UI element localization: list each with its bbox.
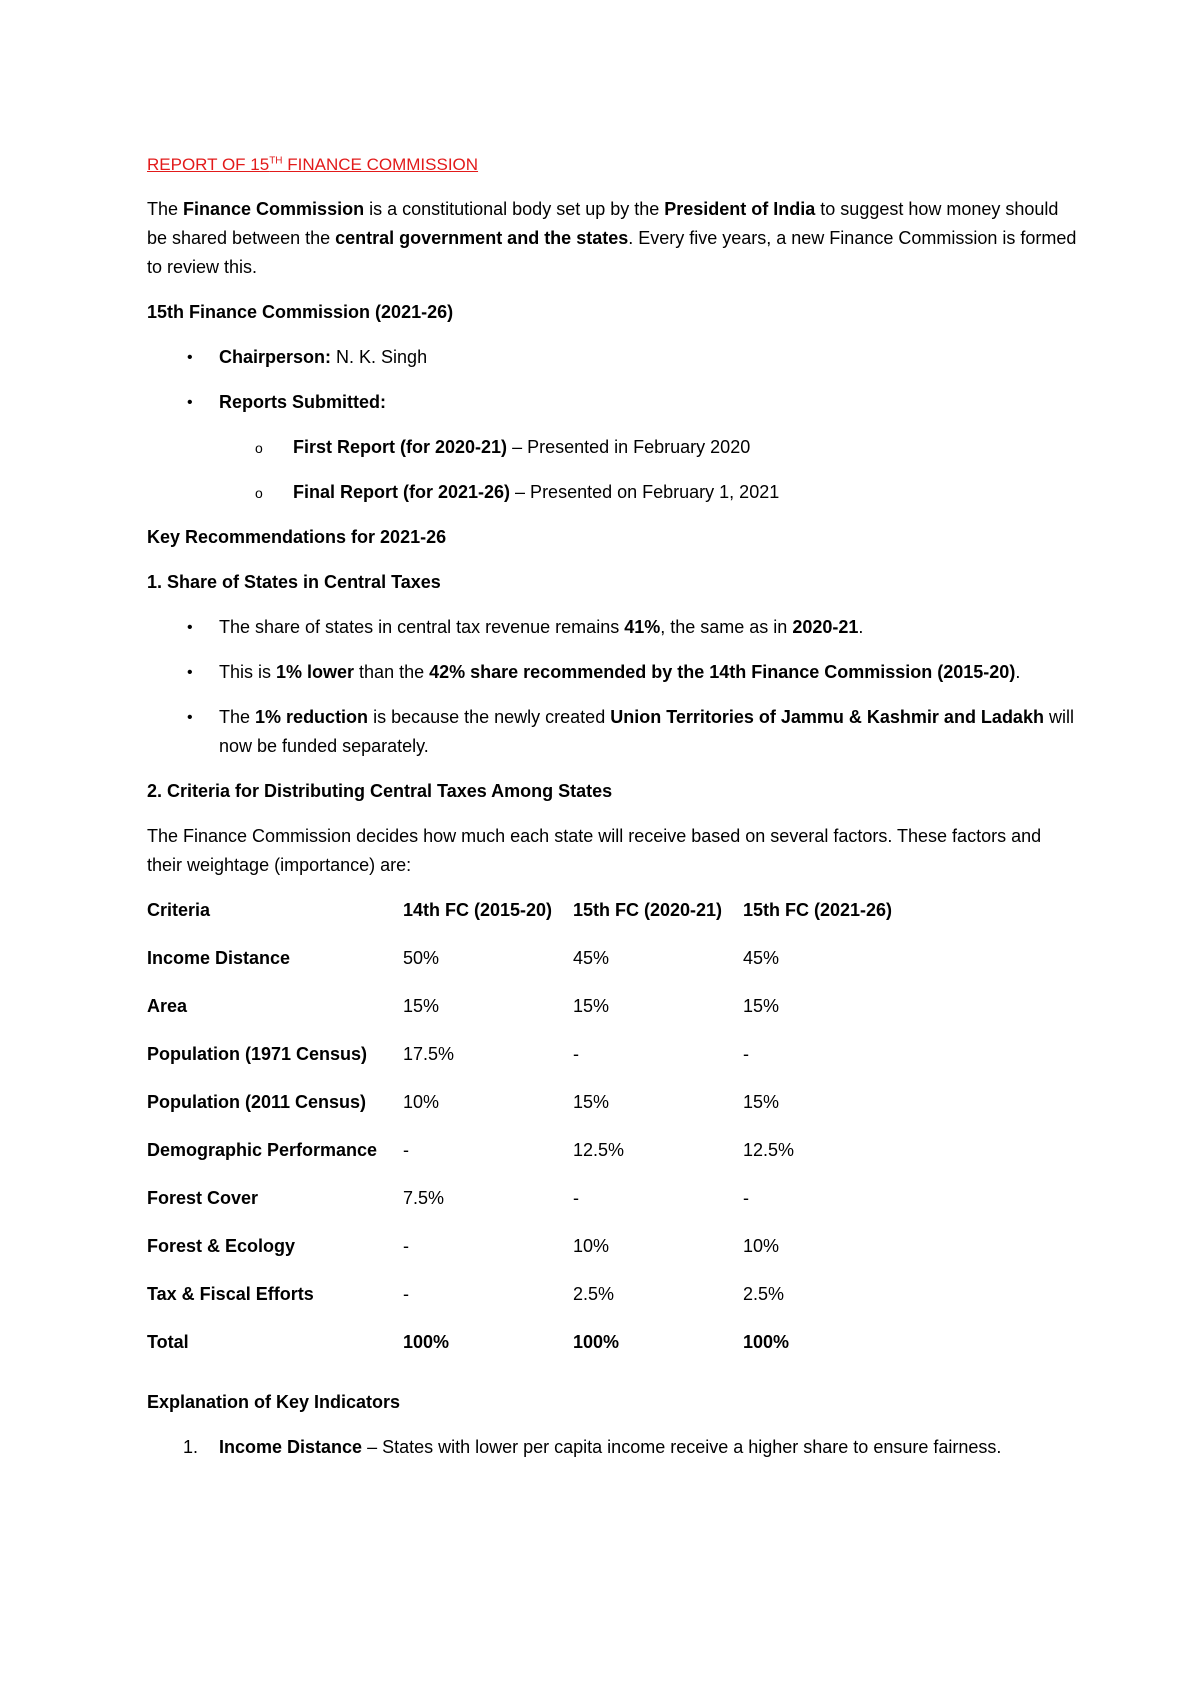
report-text: – Presented on February 1, 2021	[510, 482, 780, 502]
list-item	[147, 343, 1080, 372]
bullet-icon: •	[187, 619, 193, 636]
weightage-cell: 10%	[573, 1236, 610, 1256]
explanation-text: – States with lower per capita income receive a higher share to ensure fairness.	[362, 1437, 1002, 1457]
weightage-cell: -	[403, 1140, 409, 1160]
share-bold: 2020-21	[792, 617, 859, 637]
table-header-row	[147, 896, 913, 944]
weightage-cell: 15%	[743, 1092, 780, 1112]
share-heading: 1. Share of States in Central Taxes	[147, 572, 441, 592]
report-text: – Presented in February 2020	[507, 437, 751, 457]
intro-paragraph	[147, 195, 1080, 282]
criteria-name-cell: Population (2011 Census)	[147, 1092, 367, 1112]
weightage-cell: 100%	[573, 1332, 620, 1352]
list-item	[147, 433, 1080, 462]
share-text: The	[219, 707, 256, 727]
share-text: is because the newly created	[368, 707, 611, 727]
list-item	[147, 388, 1080, 507]
column-header: Criteria	[147, 900, 211, 920]
column-header: 15th FC (2020-21)	[573, 900, 723, 920]
weightage-cell: 45%	[573, 948, 610, 968]
weightage-cell: 45%	[743, 948, 780, 968]
table-row	[147, 944, 913, 992]
share-text: .	[1015, 662, 1021, 682]
share-text: .	[858, 617, 864, 637]
share-text: , the same as in	[660, 617, 793, 637]
explanation-label: Income Distance	[219, 1437, 363, 1457]
table-row	[147, 1040, 913, 1088]
report-label: Final Report (for 2021-26)	[293, 482, 511, 502]
column-header: 14th FC (2015-20)	[403, 900, 553, 920]
criteria-name-cell: Population (1971 Census)	[147, 1044, 368, 1064]
list-item	[147, 703, 1080, 761]
list-item	[147, 478, 1080, 507]
weightage-cell: -	[573, 1044, 579, 1064]
weightage-cell: -	[403, 1236, 409, 1256]
table-row	[147, 1136, 913, 1184]
bullet-icon: •	[187, 349, 193, 366]
list-item	[147, 613, 1080, 642]
weightage-cell: -	[573, 1188, 579, 1208]
chairperson-label: Chairperson:	[219, 347, 332, 367]
weightage-cell: -	[403, 1284, 409, 1304]
criteria-name-cell: Demographic Performance	[147, 1140, 378, 1160]
reports-list	[219, 433, 1080, 507]
criteria-name-cell: Area	[147, 996, 188, 1016]
weightage-cell: 7.5%	[403, 1188, 445, 1208]
circle-bullet-icon: o	[255, 440, 263, 456]
share-bold: 41%	[624, 617, 661, 637]
weightage-cell: 15%	[743, 996, 780, 1016]
weightage-cell: -	[743, 1188, 749, 1208]
fc15-heading: 15th Finance Commission (2021-26)	[147, 302, 454, 322]
share-bold: 1% lower	[276, 662, 355, 682]
share-text: will now be funded separately.	[219, 707, 1074, 756]
intro-text: The	[147, 199, 184, 219]
criteria-name-cell: Forest & Ecology	[147, 1236, 296, 1256]
weightage-cell: 15%	[573, 996, 610, 1016]
table-row	[147, 1280, 913, 1328]
title-rest: FINANCE COMMISSION	[282, 155, 479, 174]
bullet-icon: •	[187, 709, 193, 726]
intro-text: to suggest how money should be shared between the	[147, 199, 1059, 248]
bullet-icon: •	[187, 664, 193, 681]
column-header: 15th FC (2021-26)	[743, 900, 893, 920]
weightage-cell: 100%	[743, 1332, 790, 1352]
weightage-cell: 15%	[403, 996, 440, 1016]
criteria-name-cell: Total	[147, 1332, 189, 1352]
reports-label: Reports Submitted:	[219, 392, 387, 412]
share-text: than the	[354, 662, 430, 682]
weightage-cell: 17.5%	[403, 1044, 455, 1064]
key-recommendations-heading: Key Recommendations for 2021-26	[147, 527, 447, 547]
share-text: This is	[219, 662, 277, 682]
criteria-name-cell: Tax & Fiscal Efforts	[147, 1284, 314, 1304]
report-label: First Report (for 2020-21)	[293, 437, 508, 457]
weightage-cell: 2.5%	[743, 1284, 785, 1304]
table-row	[147, 1328, 913, 1376]
criteria-heading: 2. Criteria for Distributing Central Taxes Among States	[147, 781, 613, 801]
explanation-list	[147, 1433, 1080, 1462]
table-row	[147, 992, 913, 1040]
bullet-icon: •	[187, 394, 193, 411]
table-row	[147, 1184, 913, 1232]
weightage-cell: 100%	[403, 1332, 450, 1352]
intro-bold: President of India	[664, 199, 816, 219]
intro-bold: central government and the states	[335, 228, 629, 248]
weightage-cell: -	[743, 1044, 749, 1064]
weightage-cell: 2.5%	[573, 1284, 615, 1304]
list-item	[147, 658, 1080, 687]
share-text: The share of states in central tax revenue remains	[219, 617, 625, 637]
list-item	[147, 1433, 1080, 1462]
criteria-name-cell: Income Distance	[147, 948, 291, 968]
table-row	[147, 1232, 913, 1280]
weightage-cell: 12.5%	[573, 1140, 625, 1160]
share-bold: 1% reduction	[255, 707, 369, 727]
explanation-heading: Explanation of Key Indicators	[147, 1392, 401, 1412]
title-superscript: TH	[269, 155, 283, 167]
share-list	[147, 613, 1080, 761]
criteria-intro: The Finance Commission decides how much each state will receive based on several factors. These factors and their weightage (importance) are:	[147, 826, 1042, 875]
item-number: 1.	[183, 1437, 199, 1457]
document-title	[147, 150, 1080, 179]
share-bold: 42% share recommended by the 14th Finance Commission (2015-20)	[429, 662, 1016, 682]
weightage-cell: 10%	[403, 1092, 440, 1112]
criteria-table	[147, 896, 913, 1376]
fc15-details-list	[147, 343, 1080, 507]
title-main: REPORT OF 15	[147, 155, 270, 174]
criteria-name-cell: Forest Cover	[147, 1188, 259, 1208]
table-row	[147, 1088, 913, 1136]
chairperson-value: N. K. Singh	[331, 347, 428, 367]
weightage-cell: 15%	[573, 1092, 610, 1112]
intro-bold: Finance Commission	[183, 199, 365, 219]
circle-bullet-icon: o	[255, 485, 263, 501]
weightage-cell: 12.5%	[743, 1140, 795, 1160]
weightage-cell: 50%	[403, 948, 440, 968]
share-bold: Union Territories of Jammu & Kashmir and Ladakh	[610, 707, 1044, 727]
weightage-cell: 10%	[743, 1236, 780, 1256]
intro-text: is a constitutional body set up by the	[364, 199, 665, 219]
intro-text: . Every five years, a new Finance Commission is formed to review this.	[147, 228, 1077, 277]
